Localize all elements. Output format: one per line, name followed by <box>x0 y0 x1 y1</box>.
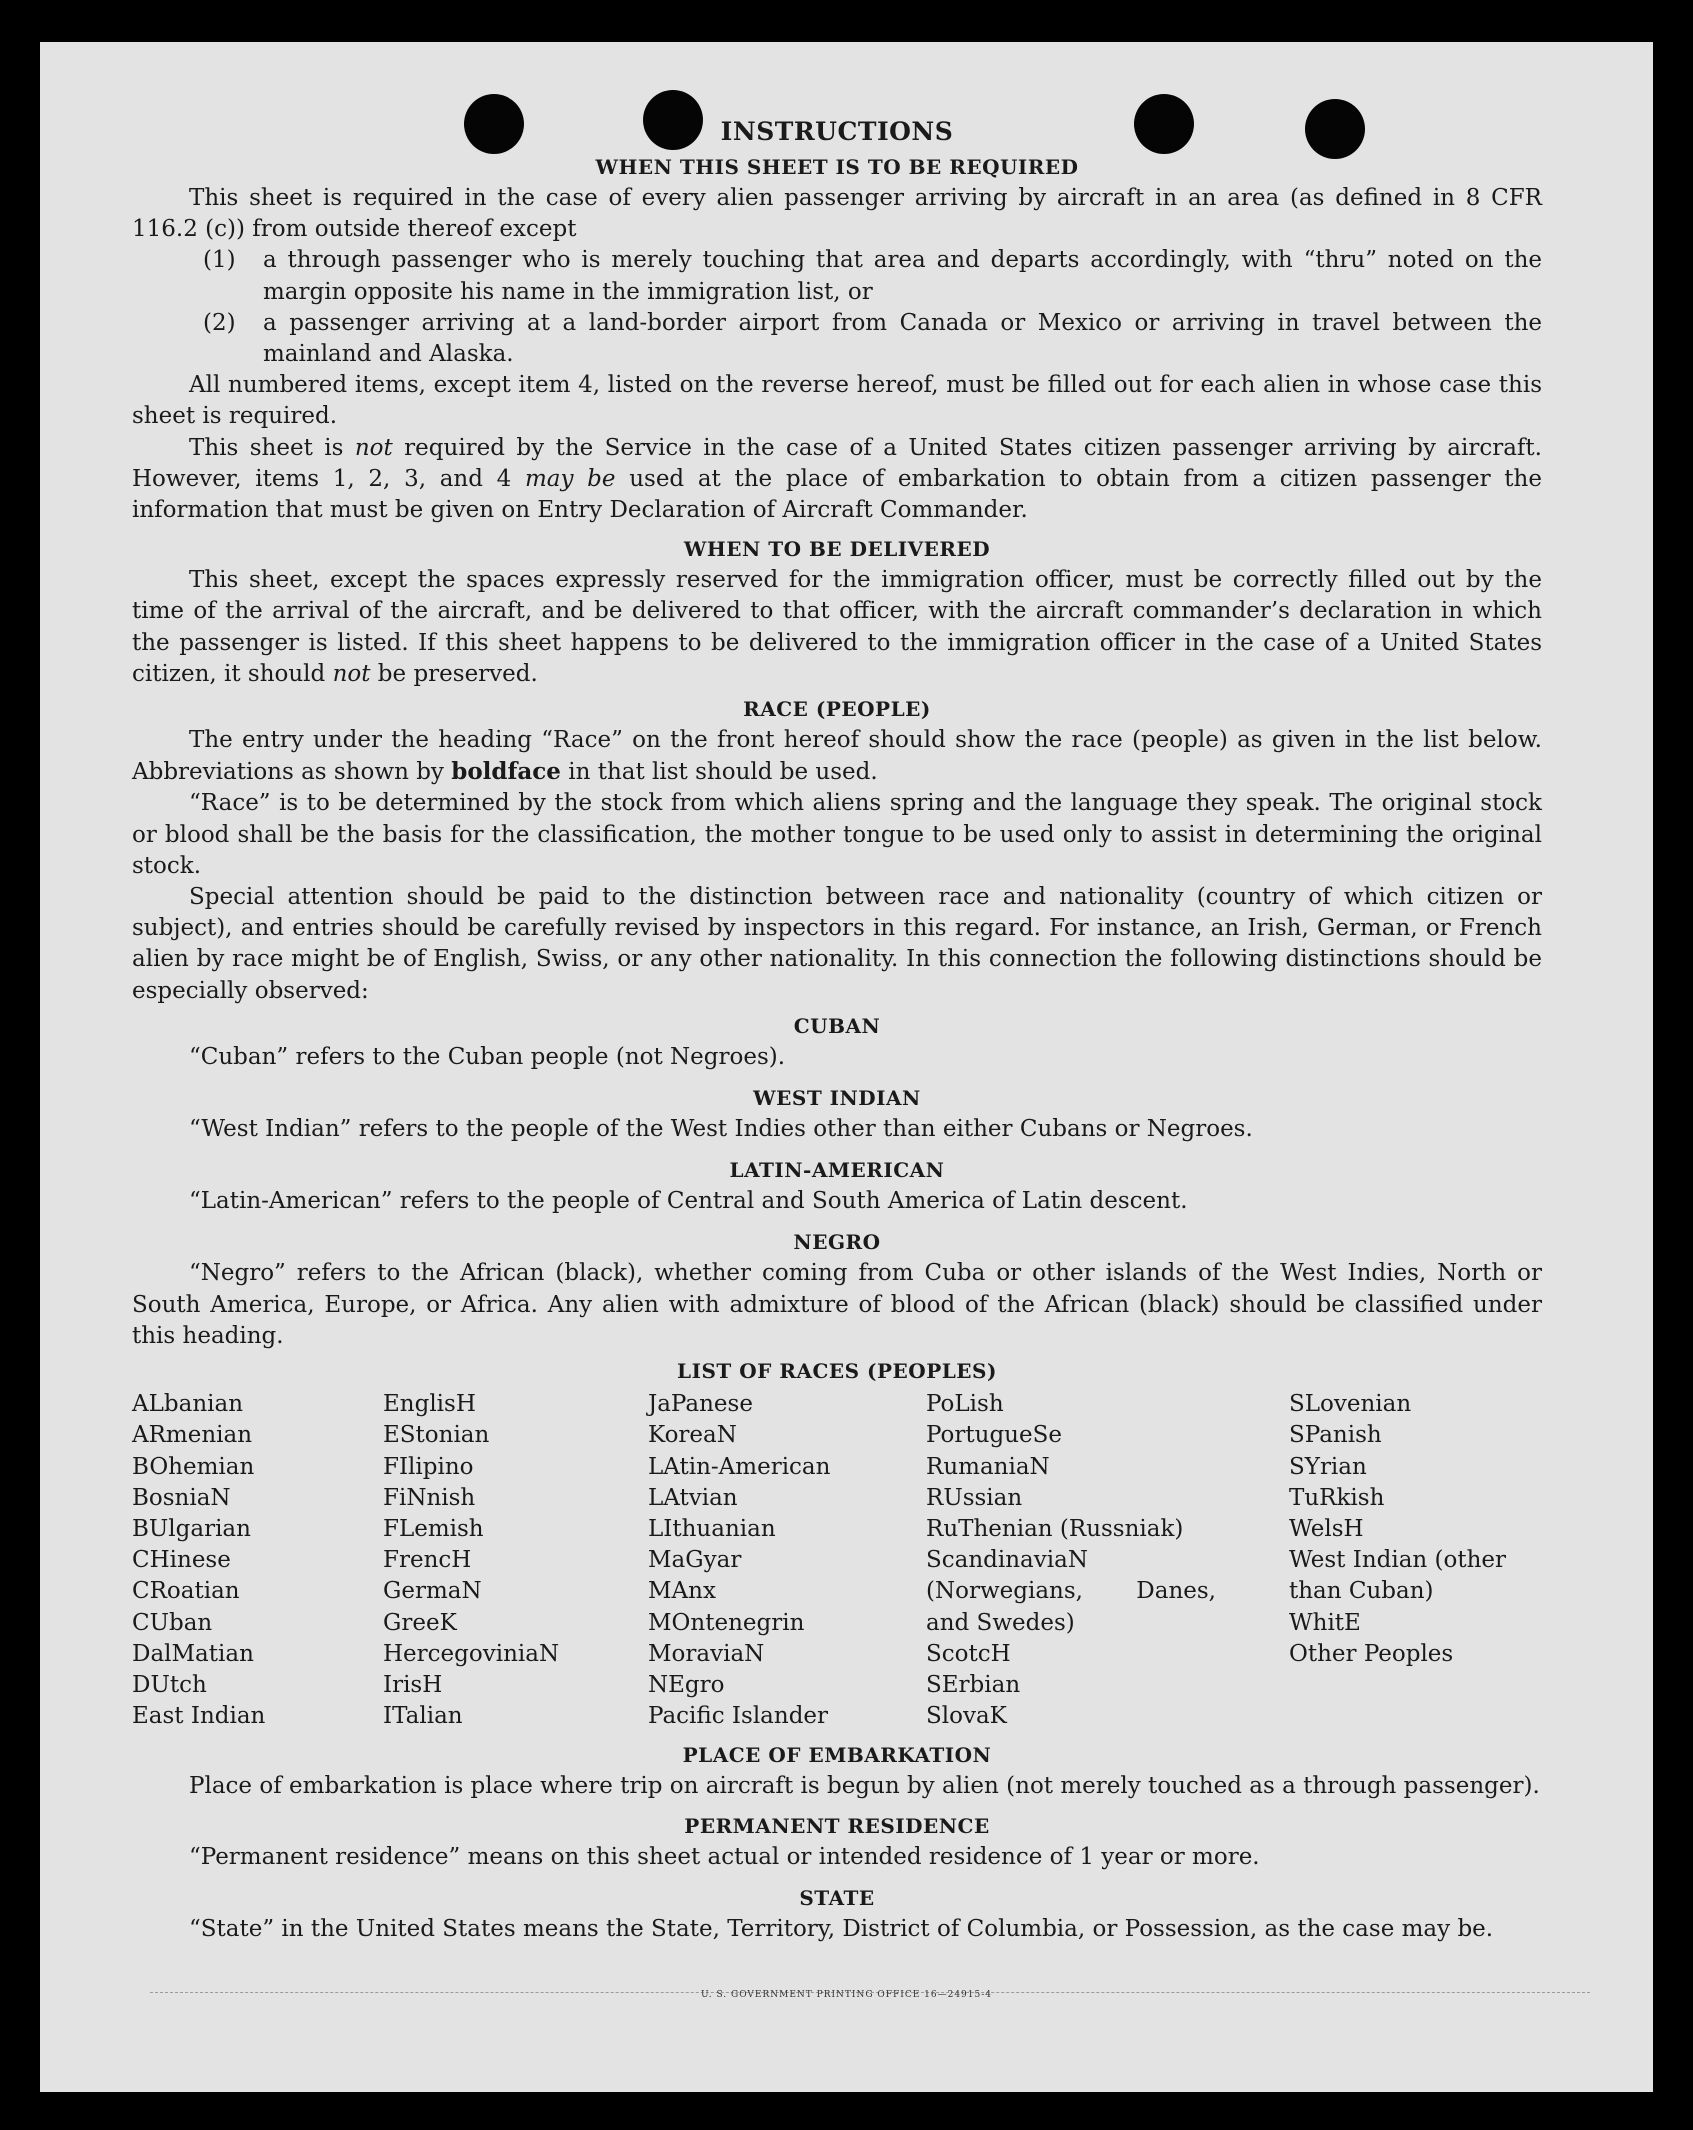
race-entry: Pacific Islander <box>648 1703 829 1730</box>
race-entry-scandinavian: ScandinaviaN (Norwegians, Danes, and Swedes) <box>926 1547 1216 1636</box>
section-heading-cuban: CUBAN <box>793 1013 881 1038</box>
race-entry: SYrian <box>1289 1453 1367 1480</box>
race-entry: JaPanese <box>648 1391 753 1418</box>
race-entry: SLovenian <box>1289 1391 1412 1418</box>
section-heading-race: RACE (PEOPLE) <box>743 697 931 722</box>
race-entry: EStonian <box>383 1422 490 1449</box>
bold-text: boldface <box>451 758 561 786</box>
races-column-5 <box>1289 1389 1542 1732</box>
west-indian-definition: “West Indian” refers to the people of the West Indies other than either Cubans or Negroes. <box>189 1116 1253 1143</box>
race-entry: SlovaK <box>926 1703 1007 1730</box>
race-entry: BUlgarian <box>132 1515 251 1542</box>
race-entry: GermaN <box>383 1578 482 1605</box>
race-entry: PoLish <box>926 1391 1004 1418</box>
race-entry: NEgro <box>648 1671 725 1698</box>
race-entry: RuThenian (Russniak) <box>926 1515 1184 1542</box>
section-heading-list-of-races: LIST OF RACES (PEOPLES) <box>677 1359 997 1384</box>
races-column-2 <box>383 1389 648 1732</box>
emphasis-text: not <box>354 434 393 461</box>
text-span: required by the Service in the case of a United States citizen passenger arriving by aircraft. However, items 1, 2, 3, and 4 <box>132 434 1542 492</box>
race-entry: LIthuanian <box>648 1515 776 1542</box>
race-entry: BosniaN <box>132 1484 231 1511</box>
race-entry: East Indian <box>132 1703 266 1730</box>
race-entry: DalMatian <box>132 1640 254 1667</box>
race-entry: PortugueSe <box>926 1422 1062 1449</box>
race-entry: CHinese <box>132 1547 231 1574</box>
citizen-paragraph <box>132 433 1542 527</box>
race-entry: MAnx <box>648 1578 716 1605</box>
negro-definition: “Negro” refers to the African (black), whether coming from Cuba or other islands of the West Indies, North or South America, Europe, or Africa. Any alien with admixture of blood of the African (black) should be classified under this heading. <box>132 1260 1542 1349</box>
race-entry: LAtvian <box>648 1484 738 1511</box>
text-span: This sheet is <box>189 434 355 461</box>
embarkation-definition: Place of embarkation is place where trip on aircraft is begun by alien (not merely touched as a through passenger). <box>189 1773 1540 1800</box>
instructions-content <box>132 116 1542 1945</box>
race-entry: ITalian <box>383 1703 463 1730</box>
race-entry: TuRkish <box>1289 1484 1385 1511</box>
races-column-1 <box>132 1389 383 1732</box>
races-list <box>132 1389 1542 1732</box>
delivered-paragraph <box>132 565 1542 690</box>
state-definition: “State” in the United States means the State, Territory, District of Columbia, or Possession, as the case may be. <box>189 1915 1494 1942</box>
races-column-3 <box>648 1389 926 1732</box>
numbered-items-paragraph: All numbered items, except item 4, listed on the reverse hereof, must be filled out for each alien in whose case this sheet is required. <box>132 372 1542 430</box>
race-paragraph-3: Special attention should be paid to the distinction between race and nationality (country of which citizen or subject), and entries should be carefully revised by inspectors in this regard. For instance, an Irish, German, or French alien by race might be of English, Swiss, or any other nationality. In this connection the following distinctions should be especially observed: <box>132 884 1542 1004</box>
section-heading-place-of-embarkation: PLACE OF EMBARKATION <box>682 1743 992 1768</box>
race-entry: FiNnish <box>383 1484 476 1511</box>
race-entry: RUssian <box>926 1484 1023 1511</box>
race-entry: ALbanian <box>132 1391 244 1418</box>
race-entry: DUtch <box>132 1671 207 1698</box>
race-entry: FLemish <box>383 1515 484 1542</box>
race-entry: MoraviaN <box>648 1640 765 1667</box>
race-entry: ScotcH <box>926 1640 1011 1667</box>
exception-item-2 <box>203 308 1542 370</box>
race-entry: Other Peoples <box>1289 1640 1454 1667</box>
race-entry: WelsH <box>1289 1515 1364 1542</box>
exception-item-1 <box>203 245 1542 307</box>
text-span: used at the place of embarkation to obtain from a citizen passenger the information that must be given on Entry Declaration of Aircraft Commander. <box>132 465 1542 524</box>
race-entry: KoreaN <box>648 1422 737 1449</box>
section-heading-state: STATE <box>799 1885 875 1910</box>
race-entry: MOntenegrin <box>648 1609 805 1636</box>
item-text: a through passenger who is merely touching that area and departs accordingly, with “thru” noted on the margin opposite his name in the immigration list, or <box>263 247 1542 305</box>
section-heading-negro: NEGRO <box>793 1230 881 1255</box>
printing-office-footer: U. S. GOVERNMENT PRINTING OFFICE 16—24915-4 <box>700 1990 993 2000</box>
race-entry: IrisH <box>383 1671 443 1698</box>
race-entry: SErbian <box>926 1671 1021 1698</box>
race-entry: RumaniaN <box>926 1453 1050 1480</box>
race-entry: GreeK <box>383 1609 457 1636</box>
residence-definition: “Permanent residence” means on this sheet actual or intended residence of 1 year or more. <box>189 1843 1260 1870</box>
section-heading-latin-american: LATIN-AMERICAN <box>729 1158 945 1183</box>
item-number: (2) <box>203 309 236 336</box>
race-entry: WhitE <box>1289 1609 1361 1636</box>
section-heading-west-indian: WEST INDIAN <box>753 1086 921 1111</box>
race-entry: EnglisH <box>383 1391 476 1418</box>
race-entry: SPanish <box>1289 1422 1382 1449</box>
emphasis-text: not <box>332 660 371 687</box>
text-span: in that list should be used. <box>560 759 878 786</box>
race-entry: CRoatian <box>132 1578 240 1605</box>
page-title: INSTRUCTIONS <box>720 117 954 146</box>
section-heading-permanent-residence: PERMANENT RESIDENCE <box>684 1813 990 1838</box>
race-entry: ARmenian <box>132 1422 253 1449</box>
races-column-4 <box>926 1389 1289 1732</box>
race-entry: FrencH <box>383 1547 472 1574</box>
document-sheet <box>40 42 1653 2092</box>
race-entry: HercegoviniaN <box>383 1640 560 1667</box>
required-intro: This sheet is required in the case of every alien passenger arriving by aircraft in an area (as defined in 8 CFR 116.2 (c)) from outside thereof except <box>132 185 1542 243</box>
text-span: This sheet, except the spaces expressly reserved for the immigration officer, must be correctly filled out by the time of the arrival of the aircraft, and be delivered to that officer, with the aircraft commander’s declaration in which the passenger is listed. If this sheet happens to be delivered to the immigration officer in the case of a United States citizen, it should <box>132 567 1542 687</box>
race-entry-west-indian: West Indian (other than Cuban) <box>1289 1547 1507 1605</box>
item-number: (1) <box>203 247 236 274</box>
text-span: The entry under the heading “Race” on the front hereof should show the race (people) as given in the list below. Abbreviations as shown by <box>132 727 1542 786</box>
race-entry: CUban <box>132 1609 213 1636</box>
race-entry: LAtin-American <box>648 1453 831 1480</box>
text-span: be preserved. <box>370 660 538 687</box>
section-heading-when-delivered: WHEN TO BE DELIVERED <box>683 537 991 562</box>
race-paragraph-1 <box>132 725 1542 788</box>
race-entry: MaGyar <box>648 1547 742 1574</box>
emphasis-text: may be <box>524 465 616 492</box>
cuban-definition: “Cuban” refers to the Cuban people (not Negroes). <box>189 1043 786 1070</box>
race-paragraph-2: “Race” is to be determined by the stock from which aliens spring and the language they speak. The original stock or blood shall be the basis for the classification, the mother tongue to be used only to assist in determining the original stock. <box>132 790 1542 879</box>
race-entry: BOhemian <box>132 1453 255 1480</box>
race-entry: FIlipino <box>383 1453 474 1480</box>
item-text: a passenger arriving at a land-border airport from Canada or Mexico or arriving in travel between the mainland and Alaska. <box>263 309 1542 368</box>
section-heading-when-required: WHEN THIS SHEET IS TO BE REQUIRED <box>595 155 1079 179</box>
latin-american-definition: “Latin-American” refers to the people of Central and South America of Latin descent. <box>189 1188 1188 1215</box>
